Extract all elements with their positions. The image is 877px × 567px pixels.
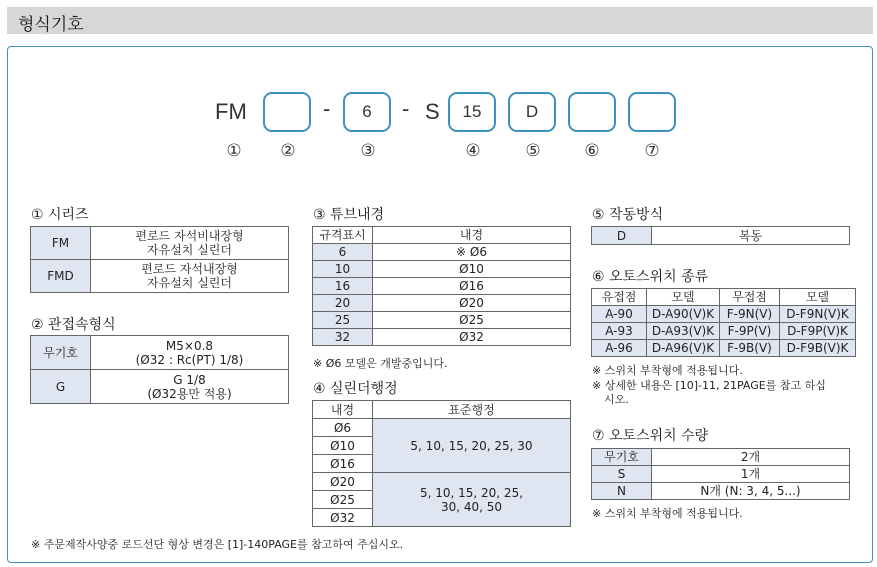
code-number: ① [226, 141, 242, 161]
table-row: 32 Ø32 [313, 329, 571, 346]
switch-type-note-2b: 시오. [604, 393, 629, 406]
port-desc: G 1/8 (Ø32용만 적용) [91, 370, 289, 404]
bore-table [312, 226, 571, 346]
bore-note: ※ Ø6 모델은 개발중입니다. [313, 357, 448, 370]
page-title: 형식기호 [18, 15, 84, 35]
action-code: D [592, 227, 652, 245]
table-row [31, 227, 289, 260]
stroke-group-1: 5, 10, 15, 20, 25, 30 [373, 419, 571, 473]
port-code: G [31, 370, 91, 404]
series-desc: 편로드 자석비내장형 자유설치 실린더 [91, 227, 289, 260]
switch-type-note-1: ※ 스위치 부착형에 적용됩니다. [592, 364, 743, 377]
code-box-bore: 6 [343, 92, 391, 132]
switch-qty-table [591, 448, 850, 500]
table-row [31, 260, 289, 293]
table-row: N N개 (N: 3, 4, 5...) [592, 483, 850, 500]
table-row: 25 Ø25 [313, 312, 571, 329]
header-bar [7, 7, 873, 34]
series-table [30, 226, 289, 293]
stroke-title: ④ 실린더행정 [313, 381, 398, 397]
bore-title: ③ 튜브내경 [313, 207, 385, 223]
code-separator: S [425, 99, 440, 124]
code-box-stroke: 15 [448, 92, 496, 132]
code-number: ⑤ [525, 141, 541, 161]
bore-header: 규격표시 [313, 227, 373, 244]
table-row: 16 Ø16 [313, 278, 571, 295]
table-header-row [313, 401, 571, 419]
switch-qty-title: ⑦ 오토스위치 수량 [592, 428, 709, 444]
switch-type-note-2: ※ 상세한 내용은 [10]-11, 21PAGE를 참고 하십 [592, 379, 826, 392]
code-box-action: D [508, 92, 556, 132]
code-number: ⑥ [584, 141, 600, 161]
table-row: 무기호 2개 [592, 449, 850, 466]
code-number: ② [280, 141, 296, 161]
series-desc: 편로드 자석내장형 자유설치 실린더 [91, 260, 289, 293]
port-code: 무기호 [31, 336, 91, 370]
series-code: FMD [31, 260, 91, 293]
port-title: ② 관접속형식 [31, 317, 116, 333]
bore-header: 내경 [373, 227, 571, 244]
table-row: Ø10 [313, 437, 571, 455]
table-row: Ø6 5, 10, 15, 20, 25, 30 [313, 419, 571, 437]
footer-note: ※ 주문제작사양중 로드선단 형상 변경은 [1]-140PAGE를 참고하여 주십시오. [31, 538, 404, 551]
action-desc: 복동 [652, 227, 850, 245]
port-desc: M5×0.8 (Ø32 : Rc(PT) 1/8) [91, 336, 289, 370]
table-row: Ø16 [313, 455, 571, 473]
code-prefix: FM [215, 99, 247, 124]
table-row: S 1개 [592, 466, 850, 483]
stroke-header: 내경 [313, 401, 373, 419]
table-row: Ø20 5, 10, 15, 20, 25, 30, 40, 50 [313, 473, 571, 491]
switch-type-table [591, 288, 856, 357]
table-row: Ø32 [313, 509, 571, 527]
code-number: ⑦ [644, 141, 660, 161]
table-row: 10 Ø10 [313, 261, 571, 278]
code-box-port [263, 92, 311, 132]
table-row [31, 370, 289, 404]
table-row: A-93 D-A93(V)K F-9P(V) D-F9P(V)K [592, 323, 856, 340]
code-dash-2: - [402, 96, 410, 121]
stroke-header: 표준행정 [373, 401, 571, 419]
action-table [591, 226, 850, 245]
code-box-switch-type [568, 92, 616, 132]
table-row [31, 336, 289, 370]
series-title: ① 시리즈 [31, 207, 89, 223]
switch-qty-note: ※ 스위치 부착형에 적용됩니다. [592, 507, 743, 520]
table-row: A-96 D-A96(V)K F-9B(V) D-F9B(V)K [592, 340, 856, 357]
table-row: A-90 D-A90(V)K F-9N(V) D-F9N(V)K [592, 306, 856, 323]
table-header-row [313, 227, 571, 244]
code-number: ④ [465, 141, 481, 161]
table-row: 20 Ø20 [313, 295, 571, 312]
stroke-group-2: 5, 10, 15, 20, 25, 30, 40, 50 [373, 473, 571, 527]
action-title: ⑤ 작동방식 [592, 207, 664, 223]
series-code: FM [31, 227, 91, 260]
code-dash-1: - [323, 96, 331, 121]
stroke-table [312, 400, 571, 527]
table-header-row: 유접점 모델 무접점 모델 [592, 289, 856, 306]
switch-type-title: ⑥ 오토스위치 종류 [592, 269, 709, 285]
port-table [30, 335, 289, 404]
table-row: Ø25 [313, 491, 571, 509]
table-row: 6 ※ Ø6 [313, 244, 571, 261]
code-number: ③ [360, 141, 376, 161]
code-box-switch-qty [628, 92, 676, 132]
table-row [592, 227, 850, 245]
